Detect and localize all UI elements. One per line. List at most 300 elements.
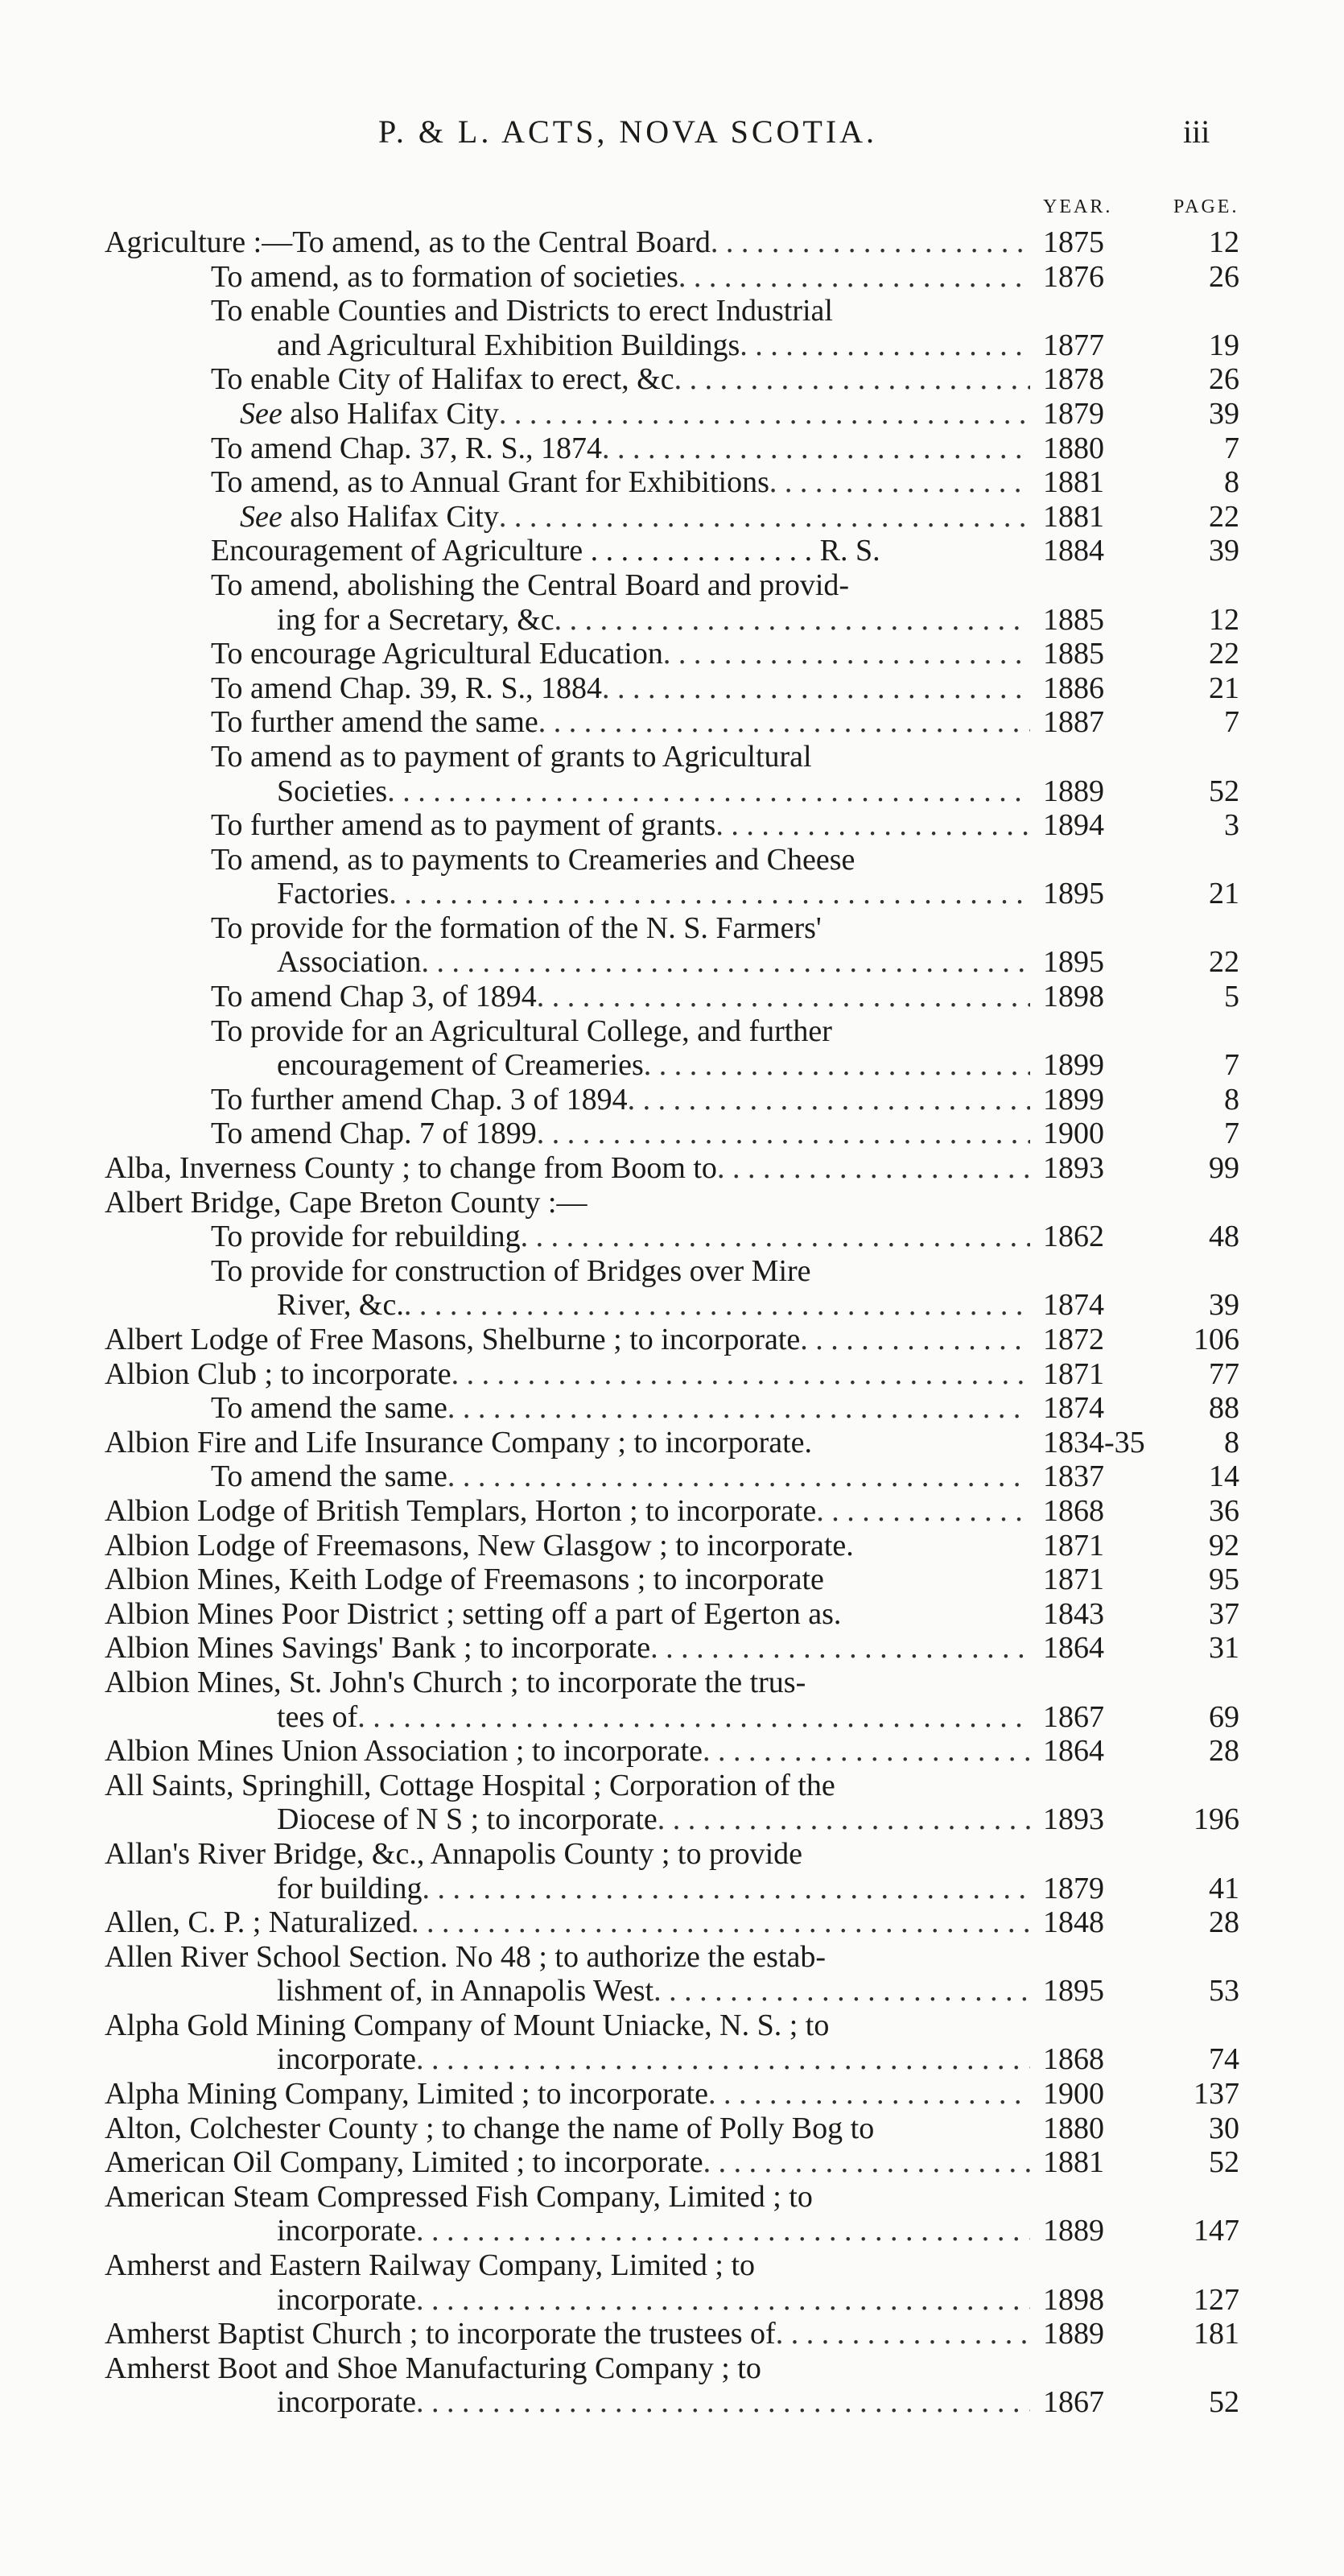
entry-year: 1871 bbox=[1043, 1563, 1104, 1597]
entry-page: 3 bbox=[1224, 808, 1239, 843]
dot-leader bbox=[674, 362, 1030, 397]
entry-page: 53 bbox=[1209, 1974, 1239, 2008]
entry-text: incorporate bbox=[277, 2042, 417, 2077]
index-entry bbox=[0, 1083, 1344, 1117]
entry-page: 39 bbox=[1209, 534, 1239, 568]
entry-page: 106 bbox=[1194, 1323, 1239, 1356]
entry-year: 1880 bbox=[1043, 2111, 1104, 2145]
dot-leader bbox=[416, 2042, 1030, 2077]
dot-leader bbox=[602, 671, 1030, 706]
entry-text-line bbox=[105, 1151, 1030, 1186]
entry-text-line bbox=[105, 1837, 1030, 1872]
index-entry bbox=[0, 1186, 1344, 1220]
dot-leader bbox=[644, 1048, 1030, 1083]
entry-page: 147 bbox=[1194, 2214, 1239, 2248]
entry-page: 69 bbox=[1209, 1699, 1239, 1734]
entry-text: Albion Mines, St. John's Church ; to incorporate the trus- bbox=[105, 1665, 806, 1699]
entry-text: encouragement of Creameries bbox=[277, 1048, 644, 1083]
entry-text: Societies bbox=[277, 774, 388, 808]
index-entry bbox=[0, 1974, 1344, 2008]
entry-year: 1864 bbox=[1043, 1734, 1104, 1769]
entry-text-line bbox=[105, 2317, 1030, 2351]
index-entry bbox=[0, 1494, 1344, 1529]
entry-year: 1899 bbox=[1043, 1048, 1104, 1083]
entry-text: Albert Lodge of Free Masons, Shelburne ; to incorporate bbox=[105, 1323, 801, 1356]
entry-year: 1848 bbox=[1043, 1905, 1104, 1940]
dot-leader bbox=[678, 260, 1030, 295]
index-entry bbox=[0, 1048, 1344, 1083]
entry-page: 21 bbox=[1209, 877, 1239, 911]
entry-text: American Steam Compressed Fish Company, Limited ; to bbox=[105, 2179, 813, 2214]
entry-year: 1881 bbox=[1043, 499, 1104, 534]
dot-leader bbox=[422, 1872, 1030, 1906]
entry-text-line bbox=[211, 911, 1030, 946]
entry-text: Amherst and Eastern Railway Company, Limited ; to bbox=[105, 2248, 756, 2283]
entry-text: To provide for the formation of the N. S. Farmers' bbox=[211, 910, 822, 945]
index-entry bbox=[0, 1631, 1344, 1666]
entry-year: 1900 bbox=[1043, 1117, 1104, 1151]
index-entry bbox=[0, 945, 1344, 980]
entry-text: To amend the same bbox=[211, 1459, 447, 1494]
entry-year: 1843 bbox=[1043, 1596, 1104, 1631]
entry-year: 1885 bbox=[1043, 637, 1104, 671]
entry-text: To amend, as to formation of societies bbox=[211, 259, 678, 294]
dot-leader bbox=[650, 1631, 1030, 1666]
entry-text-line bbox=[211, 1254, 1030, 1289]
dot-leader bbox=[499, 500, 1030, 535]
index-entry bbox=[0, 397, 1344, 431]
dot-leader bbox=[658, 1802, 1030, 1837]
entry-text-line bbox=[105, 2180, 1030, 2215]
index-entry bbox=[0, 843, 1344, 877]
entry-text-line bbox=[211, 843, 1030, 877]
dot-leader bbox=[602, 431, 1030, 466]
entry-page: 88 bbox=[1209, 1391, 1239, 1426]
entry-page: 31 bbox=[1209, 1631, 1239, 1666]
entry-text: To provide for rebuilding bbox=[211, 1220, 521, 1254]
entry-text: To amend Chap. 39, R. S., 1884 bbox=[211, 671, 603, 705]
index-entry bbox=[0, 2180, 1344, 2215]
entry-text: To amend, abolishing the Central Board and provid- bbox=[211, 568, 850, 602]
entry-text-line bbox=[240, 397, 1030, 431]
entry-year: 1879 bbox=[1043, 1871, 1104, 1905]
entry-text: for building bbox=[277, 1871, 423, 1905]
entry-text-line bbox=[211, 671, 1030, 706]
entry-year: 1864 bbox=[1043, 1631, 1104, 1666]
entry-page: 8 bbox=[1224, 1425, 1239, 1459]
entry-text: Allan's River Bridge, &c., Annapolis County ; to provide bbox=[105, 1836, 803, 1871]
entry-text-line bbox=[211, 534, 1030, 568]
entry-text-line bbox=[277, 1974, 1030, 2008]
dot-leader bbox=[499, 397, 1030, 431]
entry-year: 1881 bbox=[1043, 465, 1104, 500]
dot-leader bbox=[740, 328, 1030, 363]
dot-leader bbox=[416, 2214, 1030, 2248]
entry-text-line bbox=[211, 705, 1030, 740]
entry-text-line bbox=[105, 1357, 1030, 1392]
dot-leader bbox=[521, 1220, 1030, 1254]
entry-text: See also Halifax City bbox=[240, 396, 499, 431]
entry-year: 1889 bbox=[1043, 2214, 1104, 2248]
index-entry bbox=[0, 1357, 1344, 1392]
entry-text: Albion Lodge of Freemasons, New Glasgow ; to incorporate. bbox=[105, 1528, 854, 1563]
index-entry bbox=[0, 2145, 1344, 2180]
dot-leader bbox=[411, 1905, 1030, 1940]
entry-text-line bbox=[211, 1117, 1030, 1151]
index-entry bbox=[0, 1254, 1344, 1289]
entry-text: To enable City of Halifax to erect, &c bbox=[211, 362, 674, 397]
entry-year: 1867 bbox=[1043, 2385, 1104, 2420]
entry-year: 1874 bbox=[1043, 1391, 1104, 1426]
entry-text-line bbox=[277, 877, 1030, 911]
entry-text-line bbox=[211, 465, 1030, 500]
entry-page: 8 bbox=[1224, 465, 1239, 500]
header-title: P. & L. ACTS, NOVA SCOTIA. bbox=[378, 114, 878, 150]
entry-text: Association bbox=[277, 945, 422, 980]
entry-page: 48 bbox=[1209, 1220, 1239, 1254]
entry-page: 39 bbox=[1209, 1288, 1239, 1323]
entry-year: 1874 bbox=[1043, 1288, 1104, 1323]
entry-text: Encouragement of Agriculture . . . . . . . . . . . . . . . R. S. bbox=[211, 534, 880, 568]
dot-leader bbox=[416, 2283, 1030, 2318]
entry-page: 52 bbox=[1209, 2385, 1239, 2420]
entry-text-line bbox=[211, 431, 1030, 466]
index-entry bbox=[0, 1117, 1344, 1151]
entry-text-line bbox=[105, 2248, 1030, 2283]
entry-text: incorporate bbox=[277, 2385, 417, 2420]
entry-page: 41 bbox=[1209, 1871, 1239, 1905]
entry-page: 37 bbox=[1209, 1596, 1239, 1631]
entry-text: Allen River School Section. No 48 ; to authorize the estab- bbox=[105, 1939, 826, 1974]
entry-text: ing for a Secretary, &c bbox=[277, 602, 555, 637]
entry-text: Alpha Gold Mining Company of Mount Uniacke, N. S. ; to bbox=[105, 2008, 830, 2042]
entry-year: 1885 bbox=[1043, 602, 1104, 637]
entry-year: 1868 bbox=[1043, 1493, 1104, 1528]
entry-year: 1871 bbox=[1043, 1528, 1104, 1563]
dot-leader bbox=[555, 603, 1030, 638]
entry-text-line bbox=[211, 740, 1030, 774]
index-entry bbox=[0, 1597, 1344, 1632]
entry-year: 1837 bbox=[1043, 1459, 1104, 1494]
entry-text: lishment of, in Annapolis West bbox=[277, 1974, 654, 2008]
entry-text: To amend, as to Annual Grant for Exhibitions bbox=[211, 465, 769, 500]
entry-text: Albion Lodge of British Templars, Horton ; to incorporate bbox=[105, 1493, 817, 1528]
page-number: iii bbox=[1183, 114, 1210, 150]
index-entry bbox=[0, 2112, 1344, 2146]
index-entry bbox=[0, 1426, 1344, 1460]
index-entry bbox=[0, 1151, 1344, 1186]
index-entry bbox=[0, 294, 1344, 328]
entry-year: 1878 bbox=[1043, 362, 1104, 397]
entry-year: 1876 bbox=[1043, 259, 1104, 294]
entry-page: 12 bbox=[1209, 602, 1239, 637]
entry-text-line bbox=[105, 1563, 1030, 1597]
entry-text-line bbox=[211, 260, 1030, 295]
entry-text: Diocese of N S ; to incorporate bbox=[277, 1802, 658, 1837]
entry-text-line bbox=[105, 1940, 1030, 1975]
entry-text-line bbox=[211, 1459, 1030, 1494]
entry-text: Allen, C. P. ; Naturalized bbox=[105, 1905, 411, 1940]
entry-year: 1880 bbox=[1043, 431, 1104, 465]
entry-text: To amend Chap. 37, R. S., 1874 bbox=[211, 431, 603, 465]
index-entry bbox=[0, 328, 1344, 363]
entry-text: and Agricultural Exhibition Buildings bbox=[277, 328, 740, 362]
index-entries bbox=[0, 225, 1344, 2420]
dot-leader bbox=[537, 1117, 1030, 1151]
index-entry bbox=[0, 568, 1344, 603]
index-entry bbox=[0, 225, 1344, 260]
entry-text: To provide for construction of Bridges over Mire bbox=[211, 1253, 811, 1288]
entry-text: See also Halifax City bbox=[240, 499, 499, 534]
dot-leader bbox=[711, 225, 1030, 260]
entry-year: 1862 bbox=[1043, 1220, 1104, 1254]
index-entry bbox=[0, 500, 1344, 535]
entry-text: incorporate bbox=[277, 2214, 417, 2248]
dot-leader bbox=[708, 2077, 1030, 2112]
entry-page: 39 bbox=[1209, 396, 1239, 431]
entry-page: 22 bbox=[1209, 637, 1239, 671]
entry-text-line bbox=[277, 1288, 1030, 1323]
dot-leader bbox=[389, 877, 1030, 911]
entry-text: Albion Mines Poor District ; setting off a part of Egerton as. bbox=[105, 1596, 842, 1631]
entry-text-line bbox=[277, 1700, 1030, 1735]
dot-leader bbox=[387, 774, 1030, 809]
dot-leader bbox=[715, 808, 1030, 843]
entry-text-line bbox=[105, 2145, 1030, 2180]
dot-leader bbox=[703, 2145, 1030, 2180]
index-entry bbox=[0, 2042, 1344, 2077]
index-entry bbox=[0, 1666, 1344, 1700]
running-header bbox=[0, 113, 1344, 161]
index-entry bbox=[0, 1323, 1344, 1357]
entry-text-line bbox=[211, 637, 1030, 671]
entry-text-line bbox=[105, 1666, 1030, 1700]
entry-page: 77 bbox=[1209, 1356, 1239, 1391]
entry-text: To further amend the same bbox=[211, 705, 538, 740]
entry-text-line bbox=[105, 1734, 1030, 1769]
entry-text: To amend, as to payments to Creameries and Cheese bbox=[211, 842, 855, 877]
entry-year: 1895 bbox=[1043, 1974, 1104, 2008]
entry-text-line bbox=[277, 2042, 1030, 2077]
index-entry bbox=[0, 1872, 1344, 1906]
entry-year: 1877 bbox=[1043, 328, 1104, 362]
index-entry bbox=[0, 671, 1344, 706]
dot-leader bbox=[816, 1494, 1030, 1529]
entry-page: 5 bbox=[1224, 980, 1239, 1014]
entry-year: 1867 bbox=[1043, 1699, 1104, 1734]
dot-leader bbox=[776, 2317, 1030, 2351]
entry-page: 12 bbox=[1209, 225, 1239, 259]
index-entry bbox=[0, 1529, 1344, 1563]
entry-text-line bbox=[105, 1323, 1030, 1357]
entry-text-line bbox=[105, 1426, 1030, 1460]
entry-year: 1893 bbox=[1043, 1151, 1104, 1186]
entry-text: All Saints, Springhill, Cottage Hospital ; Corporation of the bbox=[105, 1768, 835, 1802]
entry-year: 1881 bbox=[1043, 2145, 1104, 2180]
entry-year: 1900 bbox=[1043, 2077, 1104, 2112]
entry-page: 36 bbox=[1209, 1493, 1239, 1528]
entry-text: To encourage Agricultural Education bbox=[211, 637, 663, 671]
entry-text-line bbox=[277, 2214, 1030, 2248]
entry-text-line bbox=[105, 1186, 1030, 1220]
entry-page: 21 bbox=[1209, 671, 1239, 705]
index-entry bbox=[0, 2351, 1344, 2386]
entry-text-line bbox=[277, 328, 1030, 363]
index-entry bbox=[0, 1837, 1344, 1872]
entry-text: Albion Mines Savings' Bank ; to incorporate bbox=[105, 1631, 651, 1666]
entry-text-line bbox=[211, 1014, 1030, 1049]
entry-text: To amend Chap. 7 of 1899 bbox=[211, 1117, 537, 1151]
index-entry bbox=[0, 1014, 1344, 1049]
entry-year: 1889 bbox=[1043, 2317, 1104, 2351]
entry-page: 7 bbox=[1224, 1117, 1239, 1151]
entry-text-line bbox=[277, 2283, 1030, 2318]
dot-leader bbox=[538, 705, 1030, 740]
entry-text: tees of bbox=[277, 1699, 358, 1734]
entry-year: 1884 bbox=[1043, 534, 1104, 568]
entry-year: 1889 bbox=[1043, 774, 1104, 808]
index-entry bbox=[0, 705, 1344, 740]
entry-text-line bbox=[105, 1905, 1030, 1940]
entry-text: Albion Fire and Life Insurance Company ; to incorporate. bbox=[105, 1425, 813, 1459]
entry-page: 7 bbox=[1224, 431, 1239, 465]
entry-page: 137 bbox=[1194, 2077, 1239, 2112]
entry-text: American Oil Company, Limited ; to incorporate bbox=[105, 2145, 703, 2180]
index-entry bbox=[0, 808, 1344, 843]
entry-year: 1893 bbox=[1043, 1802, 1104, 1837]
index-entry bbox=[0, 260, 1344, 295]
entry-text: Alba, Inverness County ; to change from Boom to bbox=[105, 1151, 717, 1186]
entry-text: Alpha Mining Company, Limited ; to incorporate bbox=[105, 2077, 709, 2112]
dot-leader bbox=[769, 465, 1030, 500]
dot-leader bbox=[416, 2385, 1030, 2420]
entry-page: 52 bbox=[1209, 774, 1239, 808]
entry-text: Albion Club ; to incorporate bbox=[105, 1356, 451, 1391]
entry-text: Albert Bridge, Cape Breton County :— bbox=[105, 1185, 587, 1220]
index-entry bbox=[0, 2077, 1344, 2112]
entry-text-line bbox=[211, 808, 1030, 843]
index-entry bbox=[0, 877, 1344, 911]
entry-year: 1898 bbox=[1043, 2282, 1104, 2317]
entry-year: 1898 bbox=[1043, 980, 1104, 1014]
entry-text-line bbox=[105, 1597, 1030, 1632]
index-entry bbox=[0, 1802, 1344, 1837]
index-entry bbox=[0, 1700, 1344, 1735]
entry-text: Amherst Boot and Shoe Manufacturing Company ; to bbox=[105, 2351, 761, 2385]
entry-year: 1834-35 bbox=[1043, 1425, 1145, 1459]
index-entry bbox=[0, 980, 1344, 1014]
dot-leader bbox=[800, 1323, 1030, 1357]
entry-page: 92 bbox=[1209, 1528, 1239, 1563]
entry-text-line bbox=[277, 1048, 1030, 1083]
entry-text-line bbox=[211, 1220, 1030, 1254]
entry-text: To amend Chap 3, of 1894 bbox=[211, 980, 537, 1014]
entry-text-line bbox=[105, 2351, 1030, 2386]
entry-text: To enable Counties and Districts to erect Industrial bbox=[211, 294, 833, 328]
dot-leader bbox=[451, 1357, 1030, 1392]
entry-text-line bbox=[277, 945, 1030, 980]
index-entry bbox=[0, 534, 1344, 568]
entry-text-line bbox=[105, 1769, 1030, 1803]
dot-leader bbox=[703, 1734, 1030, 1769]
entry-text: To further amend as to payment of grants bbox=[211, 808, 716, 843]
entry-page: 74 bbox=[1209, 2042, 1239, 2077]
entry-text-line bbox=[277, 603, 1030, 638]
entry-text: Albion Mines Union Association ; to incorporate bbox=[105, 1734, 703, 1769]
entry-year: 1871 bbox=[1043, 1356, 1104, 1391]
entry-year: 1886 bbox=[1043, 671, 1104, 705]
column-headings bbox=[0, 196, 1344, 229]
index-entry bbox=[0, 1288, 1344, 1323]
index-entry bbox=[0, 2008, 1344, 2043]
entry-text-line bbox=[105, 225, 1030, 260]
entry-page: 30 bbox=[1209, 2111, 1239, 2145]
entry-page: 99 bbox=[1209, 1151, 1239, 1186]
index-entry bbox=[0, 774, 1344, 809]
page-column-heading: PAGE. bbox=[1173, 196, 1239, 217]
dot-leader bbox=[421, 945, 1030, 980]
entry-text-line bbox=[211, 980, 1030, 1014]
entry-text-line bbox=[277, 1872, 1030, 1906]
index-entry bbox=[0, 740, 1344, 774]
entry-text-line bbox=[105, 2112, 1030, 2146]
entry-page: 181 bbox=[1194, 2317, 1239, 2351]
entry-text: To amend as to payment of grants to Agricultural bbox=[211, 739, 812, 774]
entry-text-line bbox=[211, 1083, 1030, 1117]
entry-page: 52 bbox=[1209, 2145, 1239, 2180]
index-entry bbox=[0, 637, 1344, 671]
index-entry bbox=[0, 1734, 1344, 1769]
entry-text: To provide for an Agricultural College, and further bbox=[211, 1013, 832, 1048]
index-entry bbox=[0, 1220, 1344, 1254]
dot-leader bbox=[663, 637, 1030, 671]
entry-text-line bbox=[211, 1391, 1030, 1426]
entry-text-line bbox=[105, 2008, 1030, 2043]
dot-leader bbox=[404, 1288, 1030, 1323]
index-entry bbox=[0, 1459, 1344, 1494]
index-entry bbox=[0, 2214, 1344, 2248]
entry-text-line bbox=[277, 2385, 1030, 2420]
entry-text: Amherst Baptist Church ; to incorporate the trustees of bbox=[105, 2317, 776, 2351]
entry-text: incorporate bbox=[277, 2282, 417, 2317]
entry-text-line bbox=[240, 500, 1030, 535]
entry-text-line bbox=[277, 774, 1030, 809]
entry-year: 1872 bbox=[1043, 1323, 1104, 1356]
entry-text-line bbox=[105, 1631, 1030, 1666]
index-entry bbox=[0, 2248, 1344, 2283]
entry-text: To further amend Chap. 3 of 1894 bbox=[211, 1082, 628, 1117]
entry-text: Agriculture :—To amend, as to the Central Board bbox=[105, 225, 711, 259]
entry-page: 26 bbox=[1209, 259, 1239, 294]
entry-page: 22 bbox=[1209, 945, 1239, 980]
entry-year: 1899 bbox=[1043, 1082, 1104, 1117]
index-entry bbox=[0, 465, 1344, 500]
dot-leader bbox=[537, 980, 1030, 1014]
entry-page: 22 bbox=[1209, 499, 1239, 534]
entry-text-line bbox=[211, 294, 1030, 328]
index-entry bbox=[0, 1905, 1344, 1940]
entry-text: To amend the same bbox=[211, 1391, 447, 1426]
entry-text-line bbox=[105, 1494, 1030, 1529]
entry-page: 14 bbox=[1209, 1459, 1239, 1494]
index-entry bbox=[0, 1769, 1344, 1803]
year-column-heading: YEAR. bbox=[1043, 196, 1113, 217]
entry-year: 1894 bbox=[1043, 808, 1104, 843]
entry-text: Albion Mines, Keith Lodge of Freemasons ; to incorporate bbox=[105, 1563, 824, 1597]
entry-text-line bbox=[211, 362, 1030, 397]
entry-year: 1879 bbox=[1043, 396, 1104, 431]
entry-page: 19 bbox=[1209, 328, 1239, 362]
